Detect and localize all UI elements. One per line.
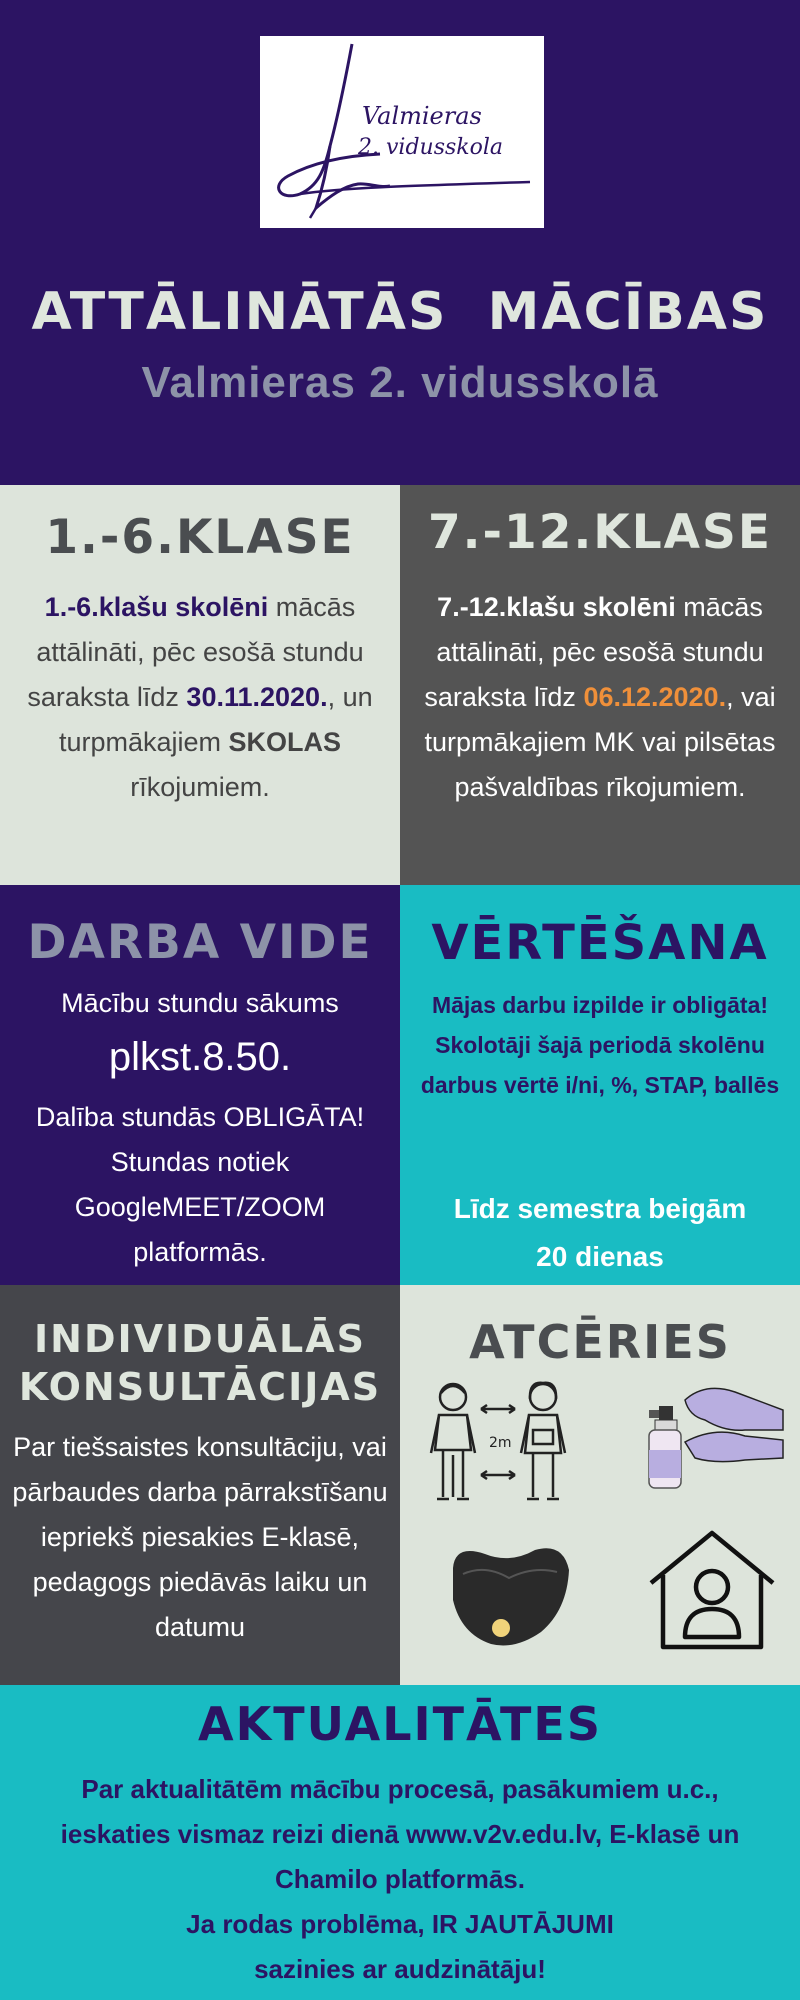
attendance-required: Dalība stundās OBLIGĀTA! [35, 1102, 365, 1132]
grades-1-6-panel [0, 485, 400, 885]
grades-1-6-date: 30.11.2020. [186, 682, 328, 712]
semester-countdown-label: Līdz semestra beigām [453, 1193, 747, 1224]
grades-7-12-text-part2: , vai turpmākajiem MK vai pilsētas pašvaldības rīkojumiem. [424, 682, 776, 802]
news-text-line2: Ja rodas problēma, IR JAUTĀJUMI [186, 1909, 614, 1939]
lesson-start-label: Mācību stundu sākums [61, 988, 339, 1018]
hand-sanitizer-icon [645, 1380, 785, 1490]
work-env-panel [0, 885, 400, 1285]
grades-1-6-text-part1: mācās attālināti, pēc esošā stundu saraksta līdz [27, 592, 364, 712]
news-panel [0, 1685, 800, 2000]
consultations-title-line2: KONSULTĀCIJAS [18, 1365, 382, 1409]
assessment-panel [400, 885, 800, 1285]
logo-text-line2: 2. vidusskola [358, 135, 504, 160]
grades-1-6-intro: 1.-6.klašu skolēni [44, 592, 269, 622]
grades-1-6-text-part2: , un turpmākajiem [58, 682, 373, 757]
news-text [40, 1767, 760, 1992]
semester-countdown [400, 1185, 800, 1281]
header [0, 0, 800, 485]
grades-1-6-text [20, 585, 380, 810]
school-logo [260, 36, 544, 228]
news-text-line1: Par aktualitātēm mācību procesā, pasākumiem u.c., ieskaties vismaz reizi dienā www.v2v.edu.lv, E-klasē un Chamilo platformās. [60, 1774, 740, 1894]
page-subtitle: Valmieras 2. vidusskolā [141, 358, 659, 407]
consultations-text: Par tiešsaistes konsultāciju, vai pārbaudes darba pārrakstīšanu iepriekš piesakies E-klasē, pedagogs piedāvās laiku un datumu [12, 1432, 388, 1642]
grades-1-6-title: 1.-6.KLASE [45, 510, 355, 565]
grades-1-6-school: SKOLAS [228, 727, 342, 757]
grades-7-12-text-part1: mācās attālināti, pēc esošā stundu saraksta līdz [424, 592, 764, 712]
grades-7-12-text [410, 585, 790, 810]
platforms-note: Stundas notiek GoogleMEET/ZOOM platformās. [74, 1147, 326, 1267]
consultations-title-line1: INDIVIDUĀLĀS [34, 1317, 366, 1361]
lesson-start-time: plkst.8.50. [108, 1035, 292, 1079]
work-env-details [10, 1095, 390, 1275]
face-mask-icon [445, 1540, 575, 1655]
remember-title: ATCĒRIES [469, 1315, 731, 1369]
work-env-title: DARBA VIDE [27, 915, 373, 970]
logo-text-line1: Valmieras [362, 102, 482, 130]
assessment-text: Mājas darbu izpilde ir obligāta! Skolotāji šajā periodā skolēnu darbus vērtē i/ni, %, STAP, ballēs [420, 992, 780, 1098]
consultations-title [0, 1315, 400, 1411]
consultations-panel [0, 1285, 400, 1685]
remember-panel [400, 1285, 800, 1685]
semester-countdown-value: 20 dienas [536, 1241, 664, 1272]
assessment-title: VĒRTĒŠANA [431, 915, 769, 971]
grades-7-12-intro: 7.-12.klašu skolēni [437, 592, 676, 622]
news-text-line3: sazinies ar audzinātāju! [254, 1954, 546, 1984]
grades-7-12-title: 7.-12.KLASE [427, 505, 773, 560]
social-distance-icon [425, 1375, 575, 1505]
grades-7-12-panel [400, 485, 800, 885]
distance-label: 2m [489, 1435, 512, 1451]
stay-home-icon [645, 1525, 780, 1655]
news-title: AKTUALITĀTES [198, 1697, 602, 1751]
page-title: ATTĀLINĀTĀS MĀCĪBAS [31, 282, 769, 342]
grades-1-6-text-part3: rīkojumiem. [130, 772, 270, 802]
grades-7-12-date: 06.12.2020. [583, 682, 727, 712]
